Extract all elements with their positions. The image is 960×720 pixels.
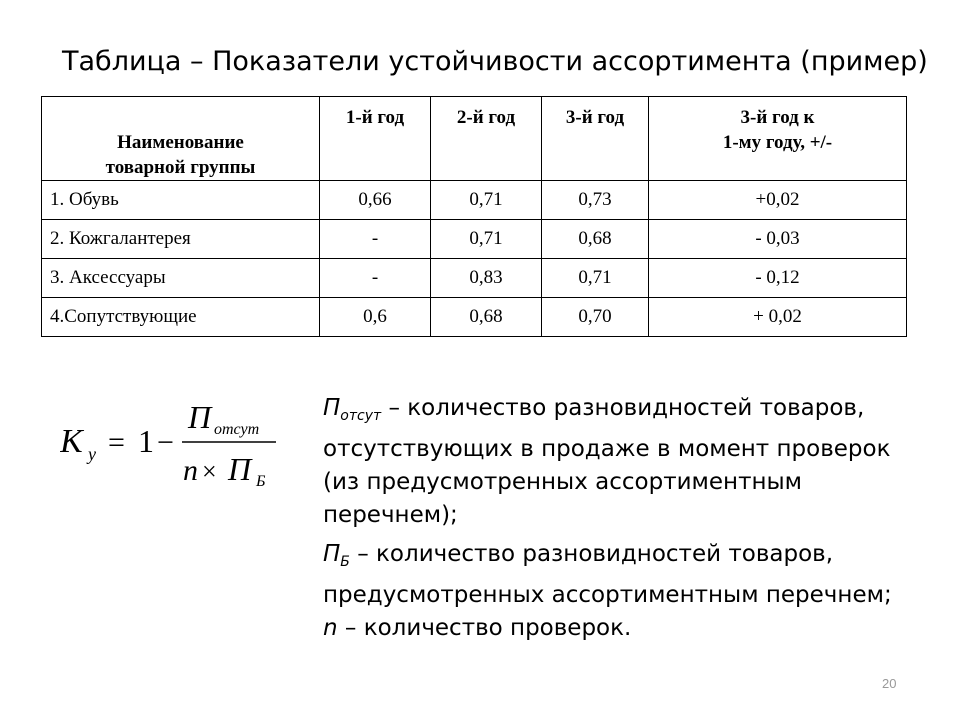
cell-year-1: 0,66 <box>320 181 431 220</box>
cell-group: 2. Кожгалантерея <box>42 220 320 259</box>
formula-legend <box>323 392 923 645</box>
header-year-3: 3-й год <box>542 97 649 181</box>
legend-symbol: n <box>323 615 338 641</box>
legend-item <box>323 392 923 532</box>
cell-group: 1. Обувь <box>42 181 320 220</box>
cell-year-1: 0,6 <box>320 298 431 337</box>
slide-title: Таблица – Показатели устойчивости ассортимента (пример) <box>62 46 928 77</box>
formula-times: × <box>202 457 217 486</box>
cell-year-3: 0,73 <box>542 181 649 220</box>
header-product-group: Наименование товарной группы <box>42 97 320 181</box>
cell-group: 4.Сопутствующие <box>42 298 320 337</box>
formula-k: К <box>60 423 83 460</box>
header-change: 3-й год к 1-му году, +/- <box>649 97 907 181</box>
legend-text: – количество разновидностей товаров, отсутствующих в продаже в момент проверок (из предусмотренных ассортиментным перечнем); <box>323 395 891 528</box>
table-row <box>42 181 907 220</box>
legend-text: – количество проверок. <box>337 615 632 641</box>
formula-one: 1 <box>138 423 154 459</box>
formula-denominator-n: n <box>183 454 198 487</box>
cell-year-2: 0,71 <box>431 181 542 220</box>
formula-denominator-p: П <box>228 451 252 487</box>
table-header-row <box>42 97 907 181</box>
formula-numerator-subscript: отсут <box>214 421 260 438</box>
table-row <box>42 259 907 298</box>
header-year-2: 2-й год <box>431 97 542 181</box>
page-number: 20 <box>882 676 897 691</box>
legend-text: – количество разновидностей товаров, предусмотренных ассортиментным перечнем; <box>323 541 892 608</box>
legend-subscript: Б <box>340 554 350 570</box>
cell-change: - 0,03 <box>649 220 907 259</box>
formula-numerator-p: П <box>188 399 212 435</box>
formula-equals: = <box>108 426 125 459</box>
stability-table <box>41 96 907 337</box>
formula-k-subscript: у <box>88 444 96 464</box>
cell-group: 3. Аксессуары <box>42 259 320 298</box>
header-year-1: 1-й год <box>320 97 431 181</box>
cell-year-2: 0,68 <box>431 298 542 337</box>
formula-minus: − <box>157 426 174 459</box>
legend-subscript: отсут <box>340 408 382 424</box>
stability-formula <box>60 380 310 500</box>
cell-year-3: 0,68 <box>542 220 649 259</box>
cell-change: + 0,02 <box>649 298 907 337</box>
legend-symbol: П <box>323 395 341 421</box>
cell-year-2: 0,83 <box>431 259 542 298</box>
cell-change: +0,02 <box>649 181 907 220</box>
legend-item <box>323 612 923 645</box>
cell-year-2: 0,71 <box>431 220 542 259</box>
cell-year-1: - <box>320 220 431 259</box>
legend-symbol: П <box>323 541 341 567</box>
cell-year-1: - <box>320 259 431 298</box>
table-row <box>42 220 907 259</box>
legend-item <box>323 538 923 612</box>
formula-denominator-subscript: Б <box>256 473 266 490</box>
cell-year-3: 0,71 <box>542 259 649 298</box>
table-row <box>42 298 907 337</box>
cell-change: - 0,12 <box>649 259 907 298</box>
cell-year-3: 0,70 <box>542 298 649 337</box>
